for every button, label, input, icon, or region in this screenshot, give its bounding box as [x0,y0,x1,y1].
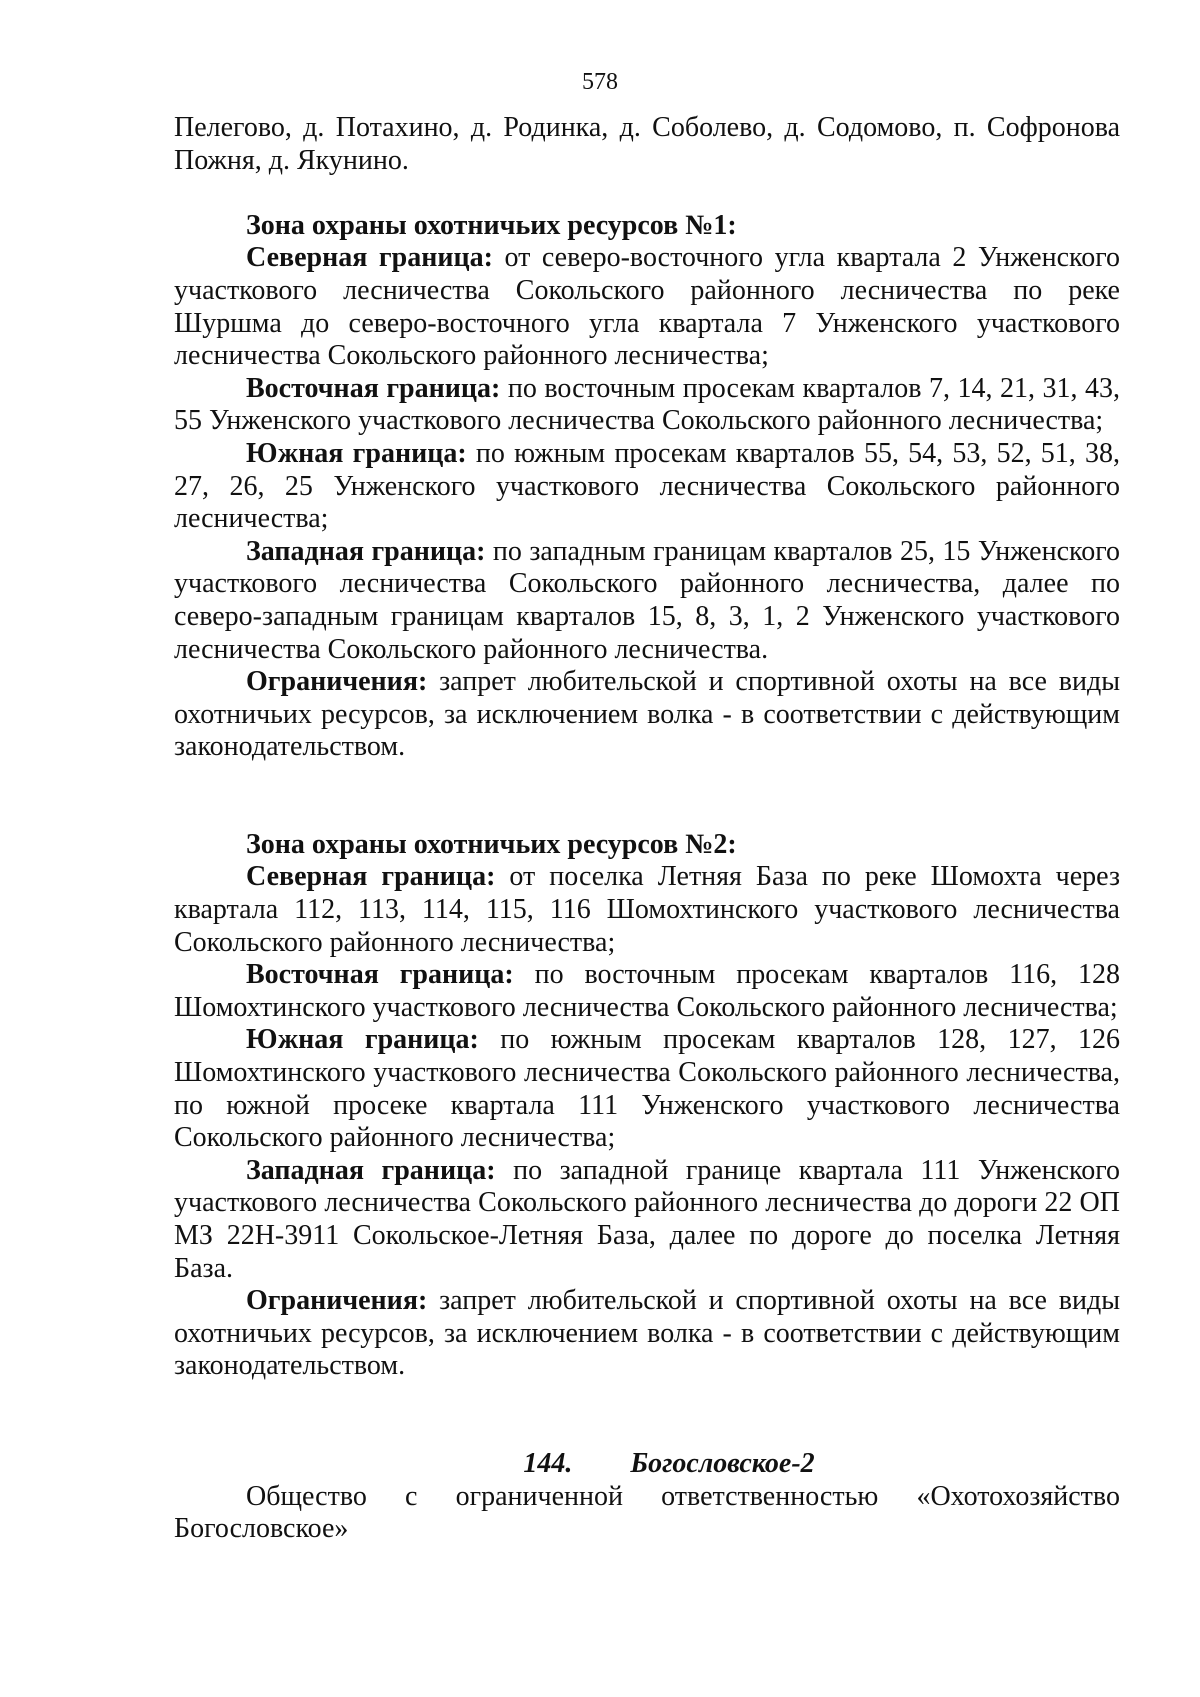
north-border-label: Северная граница: [246,242,493,274]
section-name: Богословское-2 [630,1447,815,1479]
south-border-label: Южная граница: [246,1024,479,1056]
zone-1 [174,210,1120,764]
restrictions-text: запрет любительской и спортивной охоты на все виды охотничьих ресурсов, за исключением волка - в соответствии с действующим законодательством. [174,1285,1120,1382]
zone-1-east-border [174,373,1120,438]
org-word: ответственностью [661,1480,879,1512]
organization-name-tail: Богословское» [174,1513,349,1545]
zone-1-west-border [174,536,1120,666]
zone-1-heading: Зона охраны охотничьих ресурсов №1: [246,209,737,241]
zone-2-south-border [174,1024,1120,1154]
north-border-text: от поселка Летняя База по реке Шомохта через квартала 112, 113, 114, 115, 116 Шомохтинского участкового лесничества Сокольского районного лесничества; [174,861,1121,958]
restrictions-label: Ограничения: [246,1285,428,1317]
intro-paragraph: Пелегово, д. Потахино, д. Родинка, д. Соболево, д. Содомово, п. Софронова Пожня, д. Якунино. [174,112,1120,176]
west-border-text: по западной границе квартала 111 Унженского участкового лесничества Сокольского районного лесничества до дороги 22 ОП МЗ 22Н-3911 Сокольское-Летняя База, далее по дороге до поселка Летняя База. [174,1154,1121,1284]
spacer [174,764,1120,829]
document-body [174,112,1120,1546]
restrictions-text: запрет любительской и спортивной охоты на все виды охотничьих ресурсов, за исключением волка - в соответствии с действующим законодательством. [174,666,1120,763]
zone-2-heading: Зона охраны охотничьих ресурсов №2: [246,828,737,860]
section-title [174,1448,1120,1481]
east-border-text: по восточным просекам кварталов 7, 14, 21, 31, 43, 55 Унженского участкового лесничества Сокольского районного лесничества; [174,372,1120,437]
west-border-text: по западным границам кварталов 25, 15 Унженского участкового лесничества Сокольского районного лесничества, далее по северо-западным границам кварталов 15, 8, 3, 1, 2 Унженского участкового лесничества Сокольского районного лесничества. [174,535,1120,665]
east-border-text: по восточным просекам кварталов 116, 128 Шомохтинского участкового лесничества Сокольского районного лесничества; [174,959,1120,1023]
west-border-label: Западная граница: [246,535,486,567]
section-number: 144. [523,1447,573,1479]
south-border-text: по южным просекам кварталов 128, 127, 126 Шомохтинского участкового лесничества Сокольского районного лесничества, по южной просеке квартала 111 Унженского участкового лесничества Сокольского районного лесничества; [174,1024,1120,1154]
zone-2-west-border [174,1155,1120,1285]
zone-1-restrictions [174,666,1120,764]
zone-2-east-border [174,959,1120,1024]
restrictions-label: Ограничения: [246,666,428,698]
zone-2-north-border [174,861,1120,959]
north-border-text: от северо-восточного угла квартала 2 Унженского участкового лесничества Сокольского районного лесничества по реке Шуршма до северо-восточного угла квартала 7 Унженского участкового лесничества Сокольского районного лесничества; [174,242,1120,372]
south-border-text: по южным просекам кварталов 55, 54, 53, 52, 51, 38, 27, 26, 25 Унженского участкового лесничества Сокольского районного лесничества; [174,437,1120,535]
north-border-label: Северная граница: [246,861,496,893]
zone-1-north-border [174,242,1120,372]
org-word: «Охотохозяйство [916,1480,1120,1512]
east-border-label: Восточная граница: [246,959,514,991]
org-word: ограниченной [455,1480,623,1512]
south-border-label: Южная граница: [246,437,467,469]
organization-line [174,1481,1120,1514]
page-number: 578 [582,69,618,95]
zone-2 [174,829,1120,1383]
west-border-label: Западная граница: [246,1154,496,1186]
zone-1-south-border [174,438,1120,536]
org-word: Общество [246,1480,367,1512]
spacer [174,1383,1120,1448]
org-word: с [405,1480,418,1512]
east-border-label: Восточная граница: [246,372,501,404]
zone-2-restrictions [174,1285,1120,1383]
spacer [174,177,1120,210]
